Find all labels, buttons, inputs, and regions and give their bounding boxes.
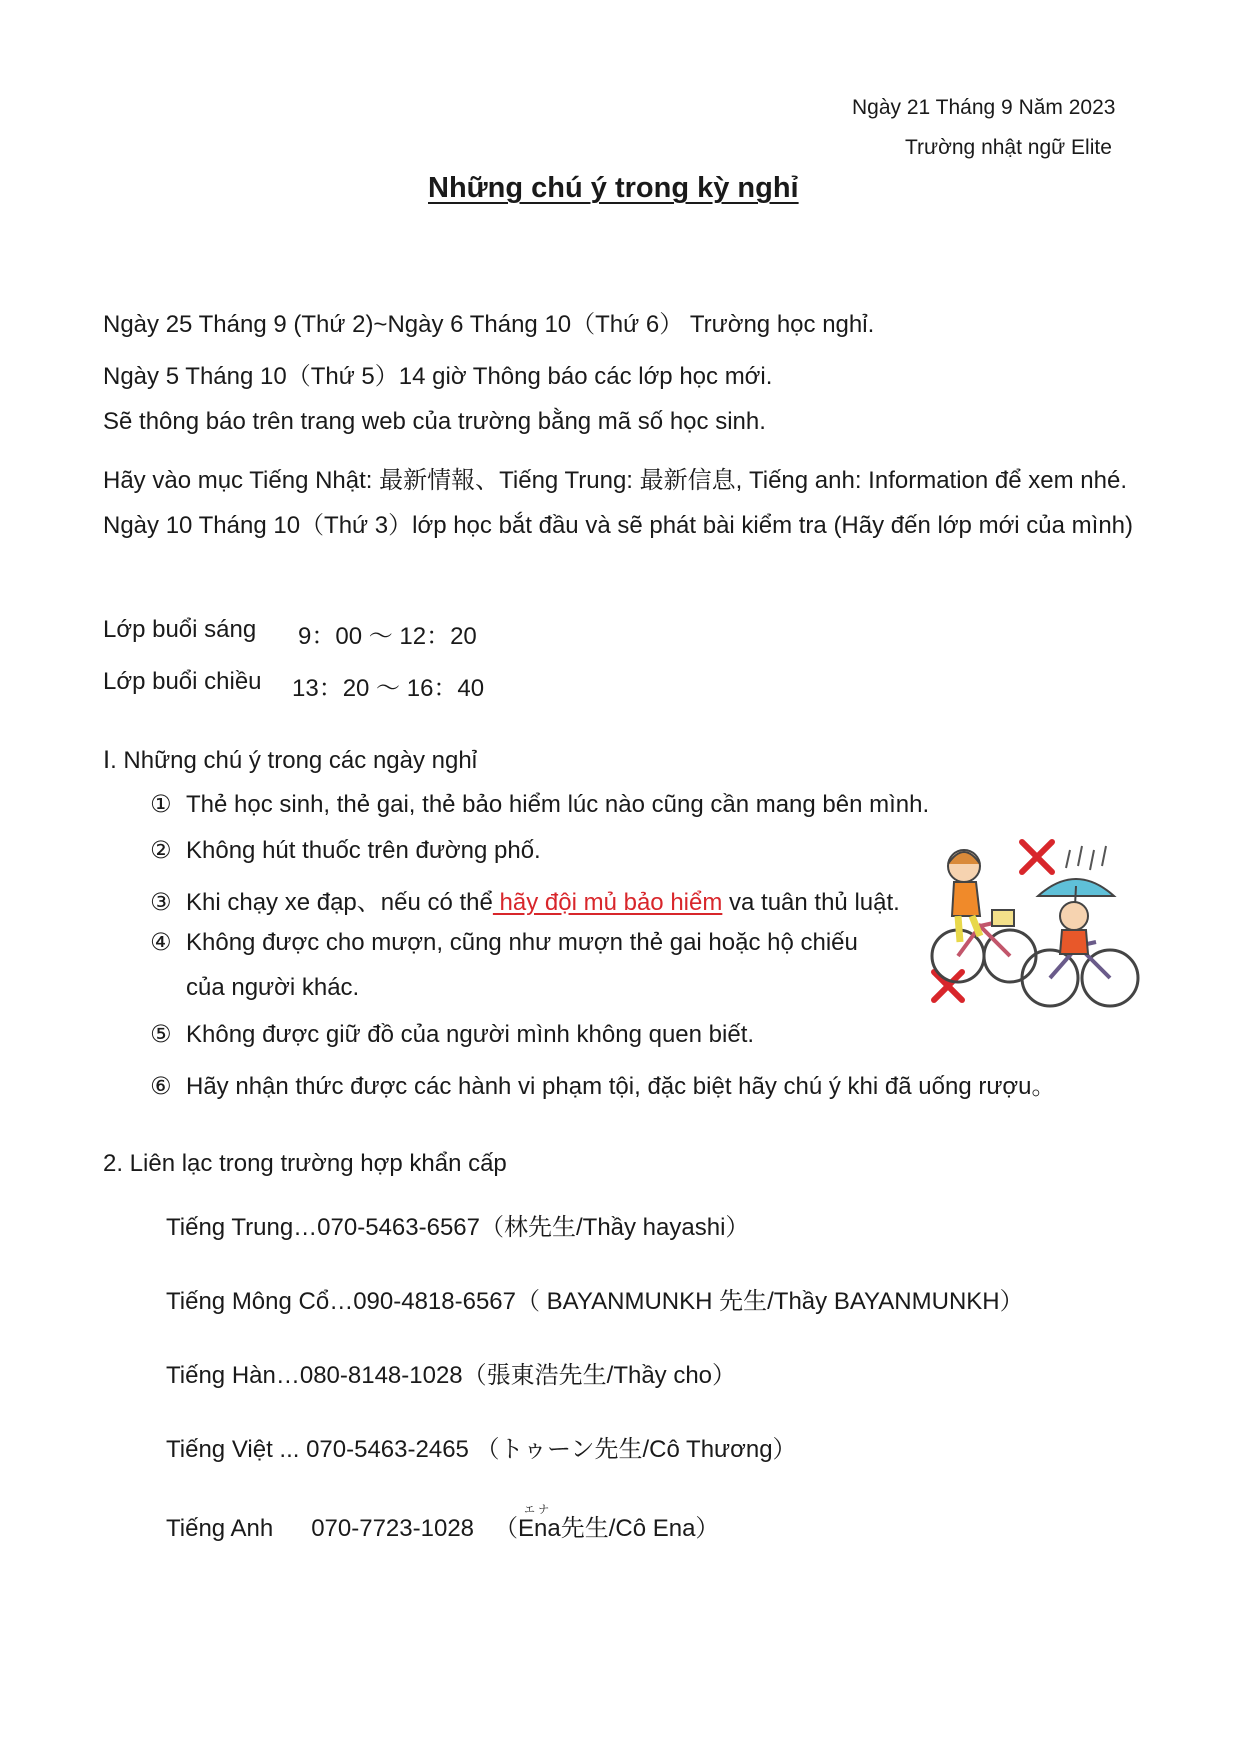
item-number: ⑤ xyxy=(150,1021,172,1048)
section1-heading: Ⅰ. Những chú ý trong các ngày nghỉ xyxy=(103,747,478,774)
contact-english-phone: 070-7723-1028 xyxy=(311,1515,475,1542)
item-number: ⑥ xyxy=(150,1073,172,1100)
list-item xyxy=(150,882,900,917)
contact-english-label: Tiếng Anh xyxy=(166,1515,274,1542)
item-text: va tuân thủ luật. xyxy=(722,889,900,916)
furigana: エ ナ xyxy=(524,1504,550,1516)
teacher-title: 先生/Cô Ena） xyxy=(560,1515,720,1542)
school-name: Trường nhật ngữ Elite xyxy=(905,136,1112,159)
intro-line-5: Ngày 10 Tháng 10（Thứ 3）lớp học bắt đầu và sẽ phát bài kiểm tra (Hãy đến lớp mới của mình) xyxy=(103,512,1134,539)
paren: （ xyxy=(494,1515,519,1542)
item-text: Không được cho mượn, cũng như mượn thẻ gai hoặc hộ chiếu xyxy=(186,929,858,956)
item-text: Hãy nhận thức được các hành vi phạm tội, đặc biệt hãy chú ý khi đã uống rượu。 xyxy=(186,1073,1056,1100)
contact-english xyxy=(166,1504,720,1543)
item-text: Thẻ học sinh, thẻ gai, thẻ bảo hiểm lúc nào cũng cần mang bên mình. xyxy=(186,791,930,818)
morning-class-label: Lớp buổi sáng xyxy=(103,616,257,643)
list-item xyxy=(150,836,541,865)
item-text: Không hút thuốc trên đường phố. xyxy=(186,837,541,864)
cross-icon xyxy=(934,972,962,1000)
list-item xyxy=(150,1066,1055,1101)
item-number: ② xyxy=(150,837,172,864)
section2-heading: 2. Liên lạc trong trường hợp khẩn cấp xyxy=(103,1150,507,1177)
list-item-continuation: của người khác. xyxy=(186,974,360,1001)
contact-korean: Tiếng Hàn…080-8148-1028（張東浩先生/Thầy cho） xyxy=(166,1362,737,1389)
item-number: ③ xyxy=(150,889,172,916)
teacher-name: Ena xyxy=(518,1515,561,1542)
bicycle-safety-illustration xyxy=(918,826,1140,1016)
contact-vietnamese: Tiếng Việt ... 070-5463-2465 （トゥーン先生/Cô Thương） xyxy=(166,1436,797,1463)
afternoon-class-label: Lớp buổi chiều xyxy=(103,668,262,695)
page-title: Những chú ý trong kỳ nghỉ xyxy=(428,172,799,204)
boy-cyclist-umbrella-icon xyxy=(1022,879,1138,1006)
list-item xyxy=(150,790,929,819)
intro-line-4: Hãy vào mục Tiếng Nhật: 最新情報、Tiếng Trung: 最新信息, Tiếng anh: Information để xem nhé. xyxy=(103,467,1127,494)
list-item xyxy=(150,1020,754,1049)
afternoon-class-time: 13：20 ～ 16：40 xyxy=(292,675,485,702)
item-text: Khi chạy xe đạp、nếu có thể xyxy=(186,889,493,916)
morning-class-time: 9：00 ～ 12：20 xyxy=(298,623,477,650)
helmet-highlight: hãy đội mủ bảo hiểm xyxy=(492,889,723,916)
item-text: Không được giữ đồ của người mình không quen biết. xyxy=(186,1021,755,1048)
item-number: ① xyxy=(150,791,172,818)
contact-chinese: Tiếng Trung…070-5463-6567（林先生/Thầy hayashi） xyxy=(166,1214,750,1241)
intro-line-3: Sẽ thông báo trên trang web của trường bằng mã số học sinh. xyxy=(103,408,766,435)
intro-line-2: Ngày 5 Tháng 10（Thứ 5）14 giờ Thông báo các lớp học mới. xyxy=(103,363,773,390)
item-number: ④ xyxy=(150,929,172,956)
document-date: Ngày 21 Tháng 9 Năm 2023 xyxy=(852,96,1116,119)
cross-icon xyxy=(1022,842,1052,872)
intro-line-1: Ngày 25 Tháng 9 (Thứ 2)~Ngày 6 Tháng 10（Thứ 6） Trường học nghỉ. xyxy=(103,311,875,338)
contact-mongolian: Tiếng Mông Cổ…090-4818-6567（ BAYANMUNKH 先生/Thầy BAYANMUNKH） xyxy=(166,1288,1024,1315)
list-item xyxy=(150,928,858,957)
